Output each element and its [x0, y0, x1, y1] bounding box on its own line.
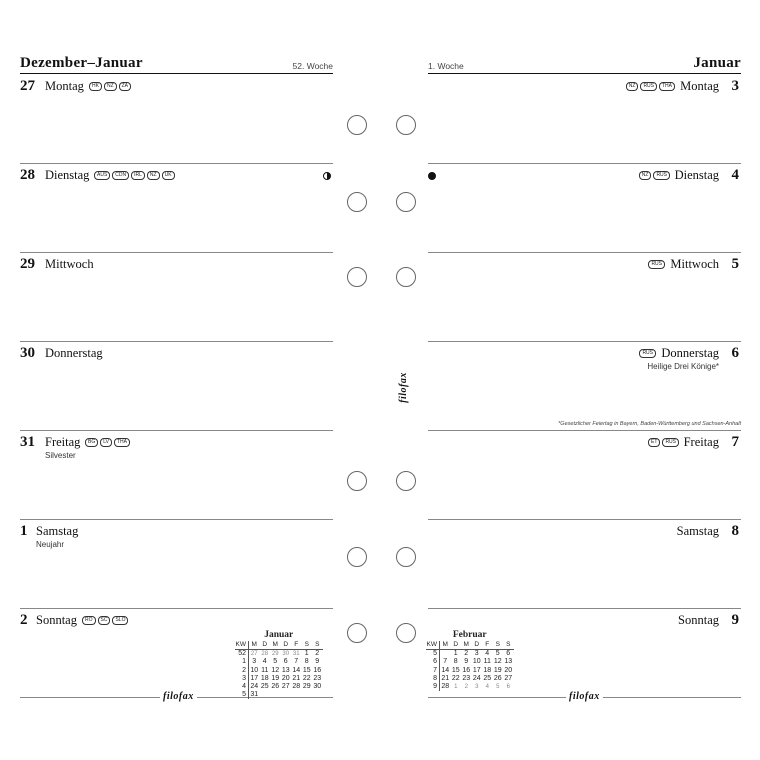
- punch-hole: [396, 115, 416, 135]
- mini-calendar-day: [440, 650, 451, 659]
- country-badge: SC: [98, 616, 111, 625]
- country-badge: NZ: [104, 82, 117, 91]
- mini-calendar-day: 20: [281, 674, 290, 682]
- country-badge: RUS: [653, 171, 670, 180]
- mini-calendar-header: KW: [235, 641, 249, 650]
- day-cell[interactable]: [20, 75, 333, 164]
- weekday-label: Mittwoch: [670, 257, 719, 271]
- mini-calendar-day: 4: [485, 684, 489, 691]
- mini-calendar-day: 10: [250, 666, 259, 674]
- mini-calendar-day: 8: [304, 658, 309, 666]
- day-number: 3: [731, 78, 739, 94]
- mini-calendar-day: 3: [475, 684, 479, 691]
- country-badge: THA: [114, 438, 130, 447]
- mini-calendar-header: M: [249, 641, 260, 650]
- right-brand-logo: filofax: [566, 691, 603, 702]
- punch-hole: [396, 192, 416, 212]
- left-header: [20, 56, 333, 74]
- day-cell[interactable]: [428, 520, 741, 609]
- holiday-country-badges: [89, 82, 131, 91]
- day-number: 31: [20, 434, 35, 450]
- punch-hole: [396, 623, 416, 643]
- mini-calendar-day: 24: [250, 683, 259, 691]
- mini-calendar-day: 28: [441, 683, 450, 691]
- holiday-country-badges: [639, 349, 656, 358]
- mini-calendar-day: 5: [495, 650, 500, 658]
- weekday-label: Montag: [680, 79, 719, 93]
- day-cell[interactable]: [428, 431, 741, 520]
- country-badge: RUS: [648, 260, 665, 269]
- holiday-country-badges: [85, 438, 130, 447]
- mini-calendar-day: 14: [441, 666, 450, 674]
- country-badge: NZ: [639, 171, 652, 180]
- holiday-footnote: *Gesetzlicher Feiertag in Bayern, Baden-Württemberg und Sachsen-Anhalt: [558, 421, 741, 427]
- mini-calendar-day: 21: [292, 674, 301, 682]
- mini-calendar-februar: [426, 630, 514, 691]
- day-number: 4: [731, 167, 739, 183]
- mini-calendar-day: 1: [454, 684, 458, 691]
- mini-calendar-header: KW: [426, 641, 440, 650]
- country-badge: RUS: [640, 82, 657, 91]
- mini-calendar-day: 29: [302, 683, 311, 691]
- mini-calendar-day: 15: [451, 666, 460, 674]
- week-number: 6: [426, 658, 440, 666]
- mini-calendar-header: S: [503, 641, 514, 650]
- mini-calendar-day: [281, 691, 292, 699]
- mini-calendar-day: 6: [283, 658, 288, 666]
- mini-calendar-day: 14: [292, 666, 301, 674]
- mini-calendar-title: Januar: [264, 630, 294, 640]
- mini-calendar-day: 13: [504, 658, 513, 666]
- week-number: 1: [235, 658, 249, 666]
- week-number: 52: [235, 650, 249, 659]
- mini-calendar-day: 8: [453, 658, 458, 666]
- country-badge: NZ: [147, 171, 160, 180]
- mini-calendar-header: S: [302, 641, 313, 650]
- day-cell[interactable]: [428, 164, 741, 253]
- week-number: 4: [235, 683, 249, 691]
- week-number: 3: [235, 675, 249, 683]
- mini-calendar-day: 18: [260, 674, 269, 682]
- day-number: 6: [731, 345, 739, 361]
- day-cell[interactable]: [428, 342, 741, 431]
- mini-calendar-day: 6: [506, 650, 511, 658]
- mini-calendar-day: 23: [462, 674, 471, 682]
- punch-hole: [347, 623, 367, 643]
- country-badge: IRL: [131, 171, 145, 180]
- right-header: [428, 56, 741, 74]
- day-number: 29: [20, 256, 35, 272]
- mini-calendar-day: 26: [493, 674, 502, 682]
- mini-calendar-day: 12: [271, 666, 280, 674]
- mini-calendar-day: 20: [504, 666, 513, 674]
- country-badge: RO: [82, 616, 96, 625]
- mini-calendar-header: D: [472, 641, 483, 650]
- day-note: Heilige Drei Könige*: [647, 362, 719, 371]
- mini-calendar-day: 28: [292, 683, 301, 691]
- mini-calendar-day: 30: [313, 683, 322, 691]
- day-cell[interactable]: [20, 431, 333, 520]
- day-number: 27: [20, 78, 35, 94]
- mini-calendar-day: 30: [282, 651, 290, 658]
- mini-calendar-day: 11: [483, 658, 491, 666]
- punch-hole: [347, 115, 367, 135]
- mini-calendar-header: M: [270, 641, 281, 650]
- mini-calendar-day: [302, 691, 313, 699]
- holiday-country-badges: [648, 260, 665, 269]
- holiday-country-badges: [639, 171, 670, 180]
- holiday-country-badges: [648, 438, 679, 447]
- country-badge: ZA: [119, 82, 131, 91]
- mini-calendar-day: 23: [313, 674, 322, 682]
- right-month-header: Januar: [693, 55, 741, 71]
- day-cell[interactable]: [20, 520, 333, 609]
- day-note: Silvester: [45, 451, 76, 460]
- weekday-label: Dienstag: [45, 168, 90, 182]
- weekday-label: Sonntag: [678, 613, 719, 627]
- mini-calendar-day: 27: [281, 683, 290, 691]
- mini-calendar-day: 4: [262, 658, 267, 666]
- week-number: 5: [235, 691, 249, 699]
- country-badge: NZ: [626, 82, 639, 91]
- mini-calendar-header: D: [281, 641, 292, 650]
- weekday-label: Samstag: [676, 524, 719, 538]
- weekday-label: Dienstag: [674, 168, 719, 182]
- mini-calendar-title: Februar: [452, 630, 487, 640]
- mini-calendar-day: 3: [474, 650, 479, 658]
- mini-calendar-header: S: [493, 641, 504, 650]
- mini-calendar-day: 2: [464, 684, 468, 691]
- mini-calendar-day: 21: [441, 674, 450, 682]
- country-badge: HK: [89, 82, 102, 91]
- day-cell[interactable]: [20, 342, 333, 431]
- punch-hole: [396, 267, 416, 287]
- week-number: 9: [426, 683, 440, 691]
- day-number: 7: [731, 434, 739, 450]
- mini-calendar-day: 16: [462, 666, 471, 674]
- mini-calendar-header: D: [451, 641, 462, 650]
- week-number: 7: [426, 667, 440, 675]
- day-number: 28: [20, 167, 35, 183]
- mini-calendar-day: [270, 691, 281, 699]
- mini-calendar-day: 15: [302, 666, 311, 674]
- mini-calendar-day: 7: [443, 658, 448, 666]
- weekday-label: Freitag: [683, 435, 719, 449]
- mini-calendar-day: 25: [483, 674, 492, 682]
- weekday-label: Sonntag: [36, 613, 77, 627]
- mini-calendar-day: 4: [485, 650, 490, 658]
- mini-calendar-day: 5: [273, 658, 278, 666]
- mini-calendar-day: 19: [493, 666, 502, 674]
- mini-calendar-day: [291, 691, 302, 699]
- mini-calendar-day: 7: [294, 658, 299, 666]
- day-number: 1: [20, 523, 28, 539]
- mini-calendar-day: 10: [472, 658, 481, 666]
- mini-calendar-day: 9: [315, 658, 320, 666]
- mini-calendar-day: 9: [464, 658, 469, 666]
- day-note: Neujahr: [36, 540, 65, 549]
- mini-calendar-day: 22: [451, 674, 460, 682]
- full-moon-icon: [428, 172, 436, 180]
- mini-calendar-header: F: [482, 641, 493, 650]
- day-cell[interactable]: [20, 253, 333, 342]
- weekday-label: Donnerstag: [45, 346, 103, 360]
- mini-calendar-day: 2: [315, 650, 320, 658]
- week-number: 8: [426, 675, 440, 683]
- holiday-country-badges: [94, 171, 175, 180]
- country-badge: RUS: [639, 349, 656, 358]
- left-month-header: Dezember–Januar: [20, 55, 143, 71]
- holiday-country-badges: [82, 616, 128, 625]
- mini-calendar-day: 22: [302, 674, 311, 682]
- mini-calendar-day: 25: [260, 683, 269, 691]
- punch-hole: [347, 192, 367, 212]
- punch-hole: [347, 267, 367, 287]
- mini-calendar-day: 24: [472, 674, 481, 682]
- mini-calendar-day: 1: [304, 650, 309, 658]
- country-badge: AUS: [94, 171, 110, 180]
- country-badge: RUS: [662, 438, 679, 447]
- day-number: 8: [731, 523, 739, 539]
- mini-calendar-day: 12: [493, 658, 502, 666]
- weekday-label: Donnerstag: [661, 346, 719, 360]
- mini-calendar-day: [260, 691, 271, 699]
- weekday-label: Mittwoch: [45, 257, 94, 271]
- day-number: 30: [20, 345, 35, 361]
- punch-hole: [347, 471, 367, 491]
- mini-calendar-day: 31: [250, 691, 259, 699]
- day-number: 9: [731, 612, 739, 628]
- mini-calendar-day: 27: [250, 651, 258, 658]
- punch-hole: [396, 547, 416, 567]
- day-cell[interactable]: [20, 164, 333, 253]
- mini-calendar-day: 2: [464, 650, 469, 658]
- punch-hole: [347, 547, 367, 567]
- country-badge: CDN: [112, 171, 129, 180]
- day-number: 5: [731, 256, 739, 272]
- mini-calendar-day: 11: [261, 666, 269, 674]
- left-brand-logo: filofax: [160, 691, 197, 702]
- mini-calendar-day: 26: [271, 683, 280, 691]
- mini-calendar-day: 18: [483, 666, 492, 674]
- country-badge: LV: [100, 438, 112, 447]
- mini-calendar-header: M: [461, 641, 472, 650]
- country-badge: ET: [648, 438, 660, 447]
- week-number: 5: [426, 650, 440, 659]
- punch-hole: [396, 471, 416, 491]
- mini-calendar-day: 6: [506, 684, 510, 691]
- country-badge: UK: [162, 171, 175, 180]
- mini-calendar-day: 16: [313, 666, 322, 674]
- mini-calendar-day: 27: [504, 674, 513, 682]
- mini-calendar-header: M: [440, 641, 451, 650]
- mini-calendar-day: 1: [453, 650, 458, 658]
- weekday-label: Freitag: [45, 435, 81, 449]
- country-badge: SLO: [112, 616, 128, 625]
- country-badge: THA: [659, 82, 675, 91]
- left-week-label: 52. Woche: [292, 61, 333, 71]
- mini-calendar-header: S: [312, 641, 323, 650]
- mini-calendar-januar: [235, 630, 323, 699]
- mini-calendar-day: 19: [271, 674, 280, 682]
- mini-calendar-day: 5: [496, 684, 500, 691]
- country-badge: BG: [85, 438, 98, 447]
- mini-calendar-day: 17: [250, 674, 259, 682]
- week-number: 2: [235, 667, 249, 675]
- mini-calendar-header: F: [291, 641, 302, 650]
- mini-calendar-header: D: [260, 641, 271, 650]
- mini-calendar-day: 29: [271, 651, 279, 658]
- day-cell[interactable]: [428, 75, 741, 164]
- day-cell[interactable]: [428, 253, 741, 342]
- day-number: 2: [20, 612, 28, 628]
- center-brand-logo: filofax: [397, 372, 409, 403]
- mini-calendar-day: 31: [292, 651, 300, 658]
- half-moon-icon: [323, 172, 331, 180]
- weekday-label: Samstag: [36, 524, 79, 538]
- mini-calendar-day: 17: [472, 666, 481, 674]
- mini-calendar-day: 13: [281, 666, 290, 674]
- weekday-label: Montag: [45, 79, 84, 93]
- mini-calendar-day: 3: [252, 658, 257, 666]
- right-week-label: 1. Woche: [428, 61, 464, 71]
- mini-calendar-day: [312, 691, 323, 699]
- holiday-country-badges: [626, 82, 675, 91]
- mini-calendar-day: 28: [261, 651, 269, 658]
